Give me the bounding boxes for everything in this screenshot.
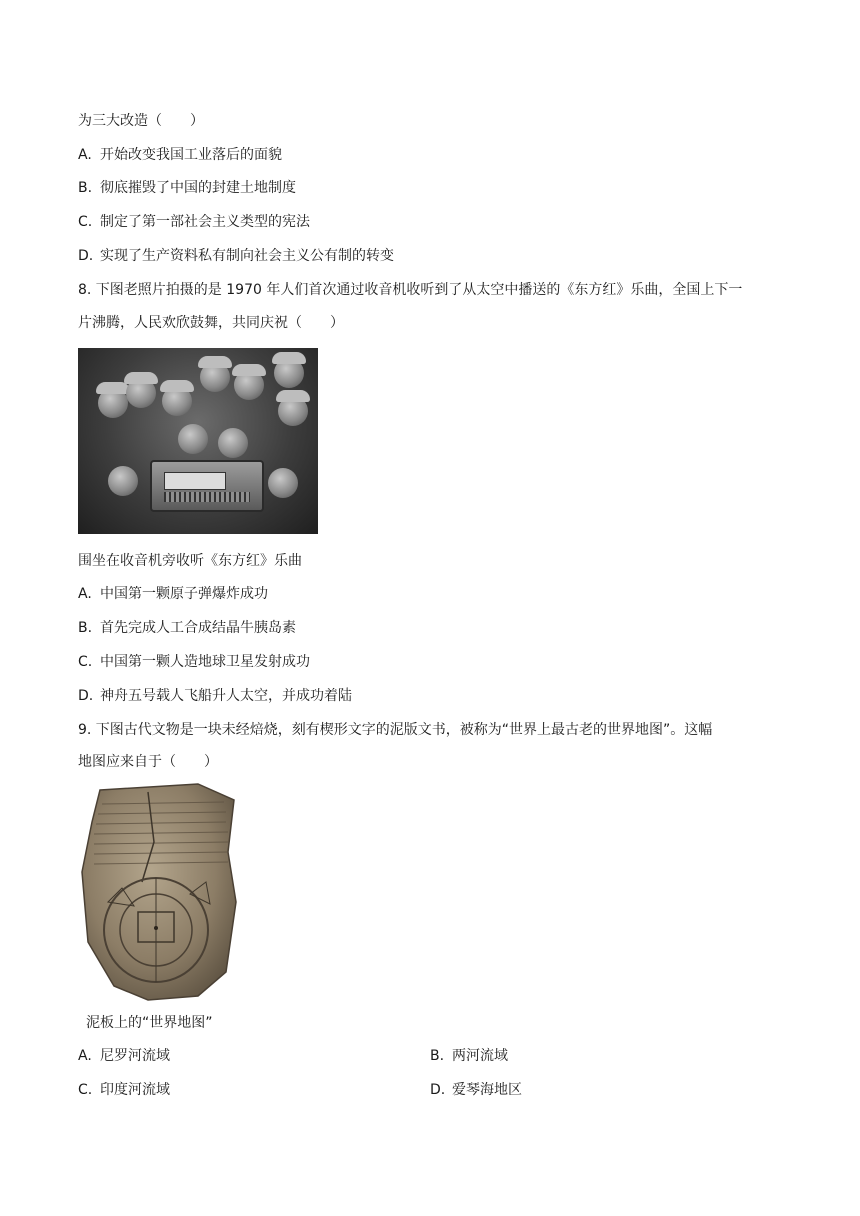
q7-option-d[interactable] (78, 246, 394, 266)
option-text: 爱琴海地区 (452, 1082, 522, 1098)
q9-stem-line2: 地图应来自于（ ） (78, 754, 218, 770)
q8-option-c[interactable] (78, 652, 310, 672)
q9-stem-line1: 9. 下图古代文物是一块未经焙烧，刻有楔形文字的泥版文书，被称为“世界上最古老的世界地图”。这幅 (78, 722, 713, 738)
option-label: A. (78, 586, 92, 602)
option-text: 中国第一颗原子弹爆炸成功 (100, 586, 268, 602)
option-label: B. (430, 1048, 445, 1064)
q9-option-a[interactable] (78, 1046, 170, 1066)
option-text: 印度河流域 (100, 1082, 170, 1098)
option-text: 实现了生产资料私有制向社会主义公有制的转变 (100, 248, 394, 264)
option-label: C. (78, 214, 93, 230)
option-text: 制定了第一部社会主义类型的宪法 (100, 214, 310, 230)
q7-tail: 为三大改造（ ） (78, 113, 204, 129)
q8-photo-caption: 围坐在收音机旁收听《东方红》乐曲 (78, 553, 302, 569)
q8-option-b[interactable] (78, 618, 296, 638)
option-text: 首先完成人工合成结晶牛胰岛素 (100, 620, 296, 636)
option-label: A. (78, 1048, 92, 1064)
option-label: C. (78, 1082, 93, 1098)
clay-tablet-world-map-image (78, 782, 238, 1002)
radio-listening-photo (78, 348, 318, 534)
option-text: 中国第一颗人造地球卫星发射成功 (100, 654, 310, 670)
q8-stem-line2: 片沸腾，人民欢欣鼓舞，共同庆祝（ ） (78, 315, 344, 331)
q8-stem-line1: 8. 下图老照片拍摄的是 1970 年人们首次通过收音机收听到了从太空中播送的《东方红》乐曲，全国上下一 (78, 282, 743, 298)
q8-option-a[interactable] (78, 584, 268, 604)
q9-image-caption: 泥板上的“世界地图” (86, 1015, 213, 1031)
option-text: 尼罗河流域 (100, 1048, 170, 1064)
q7-option-a[interactable] (78, 145, 282, 165)
radio-receiver (150, 460, 264, 512)
q9-option-c[interactable] (78, 1080, 170, 1100)
option-label: D. (78, 688, 94, 704)
q7-option-c[interactable] (78, 212, 310, 232)
option-text: 神舟五号载人飞船升人太空，并成功着陆 (100, 688, 352, 704)
q7-option-b[interactable] (78, 178, 296, 198)
q9-option-b[interactable] (430, 1046, 508, 1066)
q8-option-d[interactable] (78, 686, 352, 706)
option-text: 开始改变我国工业落后的面貌 (100, 147, 282, 163)
option-label: D. (430, 1082, 446, 1098)
option-label: A. (78, 147, 92, 163)
option-text: 彻底摧毁了中国的封建土地制度 (100, 180, 296, 196)
option-text: 两河流域 (452, 1048, 508, 1064)
option-label: D. (78, 248, 94, 264)
option-label: B. (78, 180, 93, 196)
option-label: B. (78, 620, 93, 636)
q9-option-d[interactable] (430, 1080, 522, 1100)
option-label: C. (78, 654, 93, 670)
